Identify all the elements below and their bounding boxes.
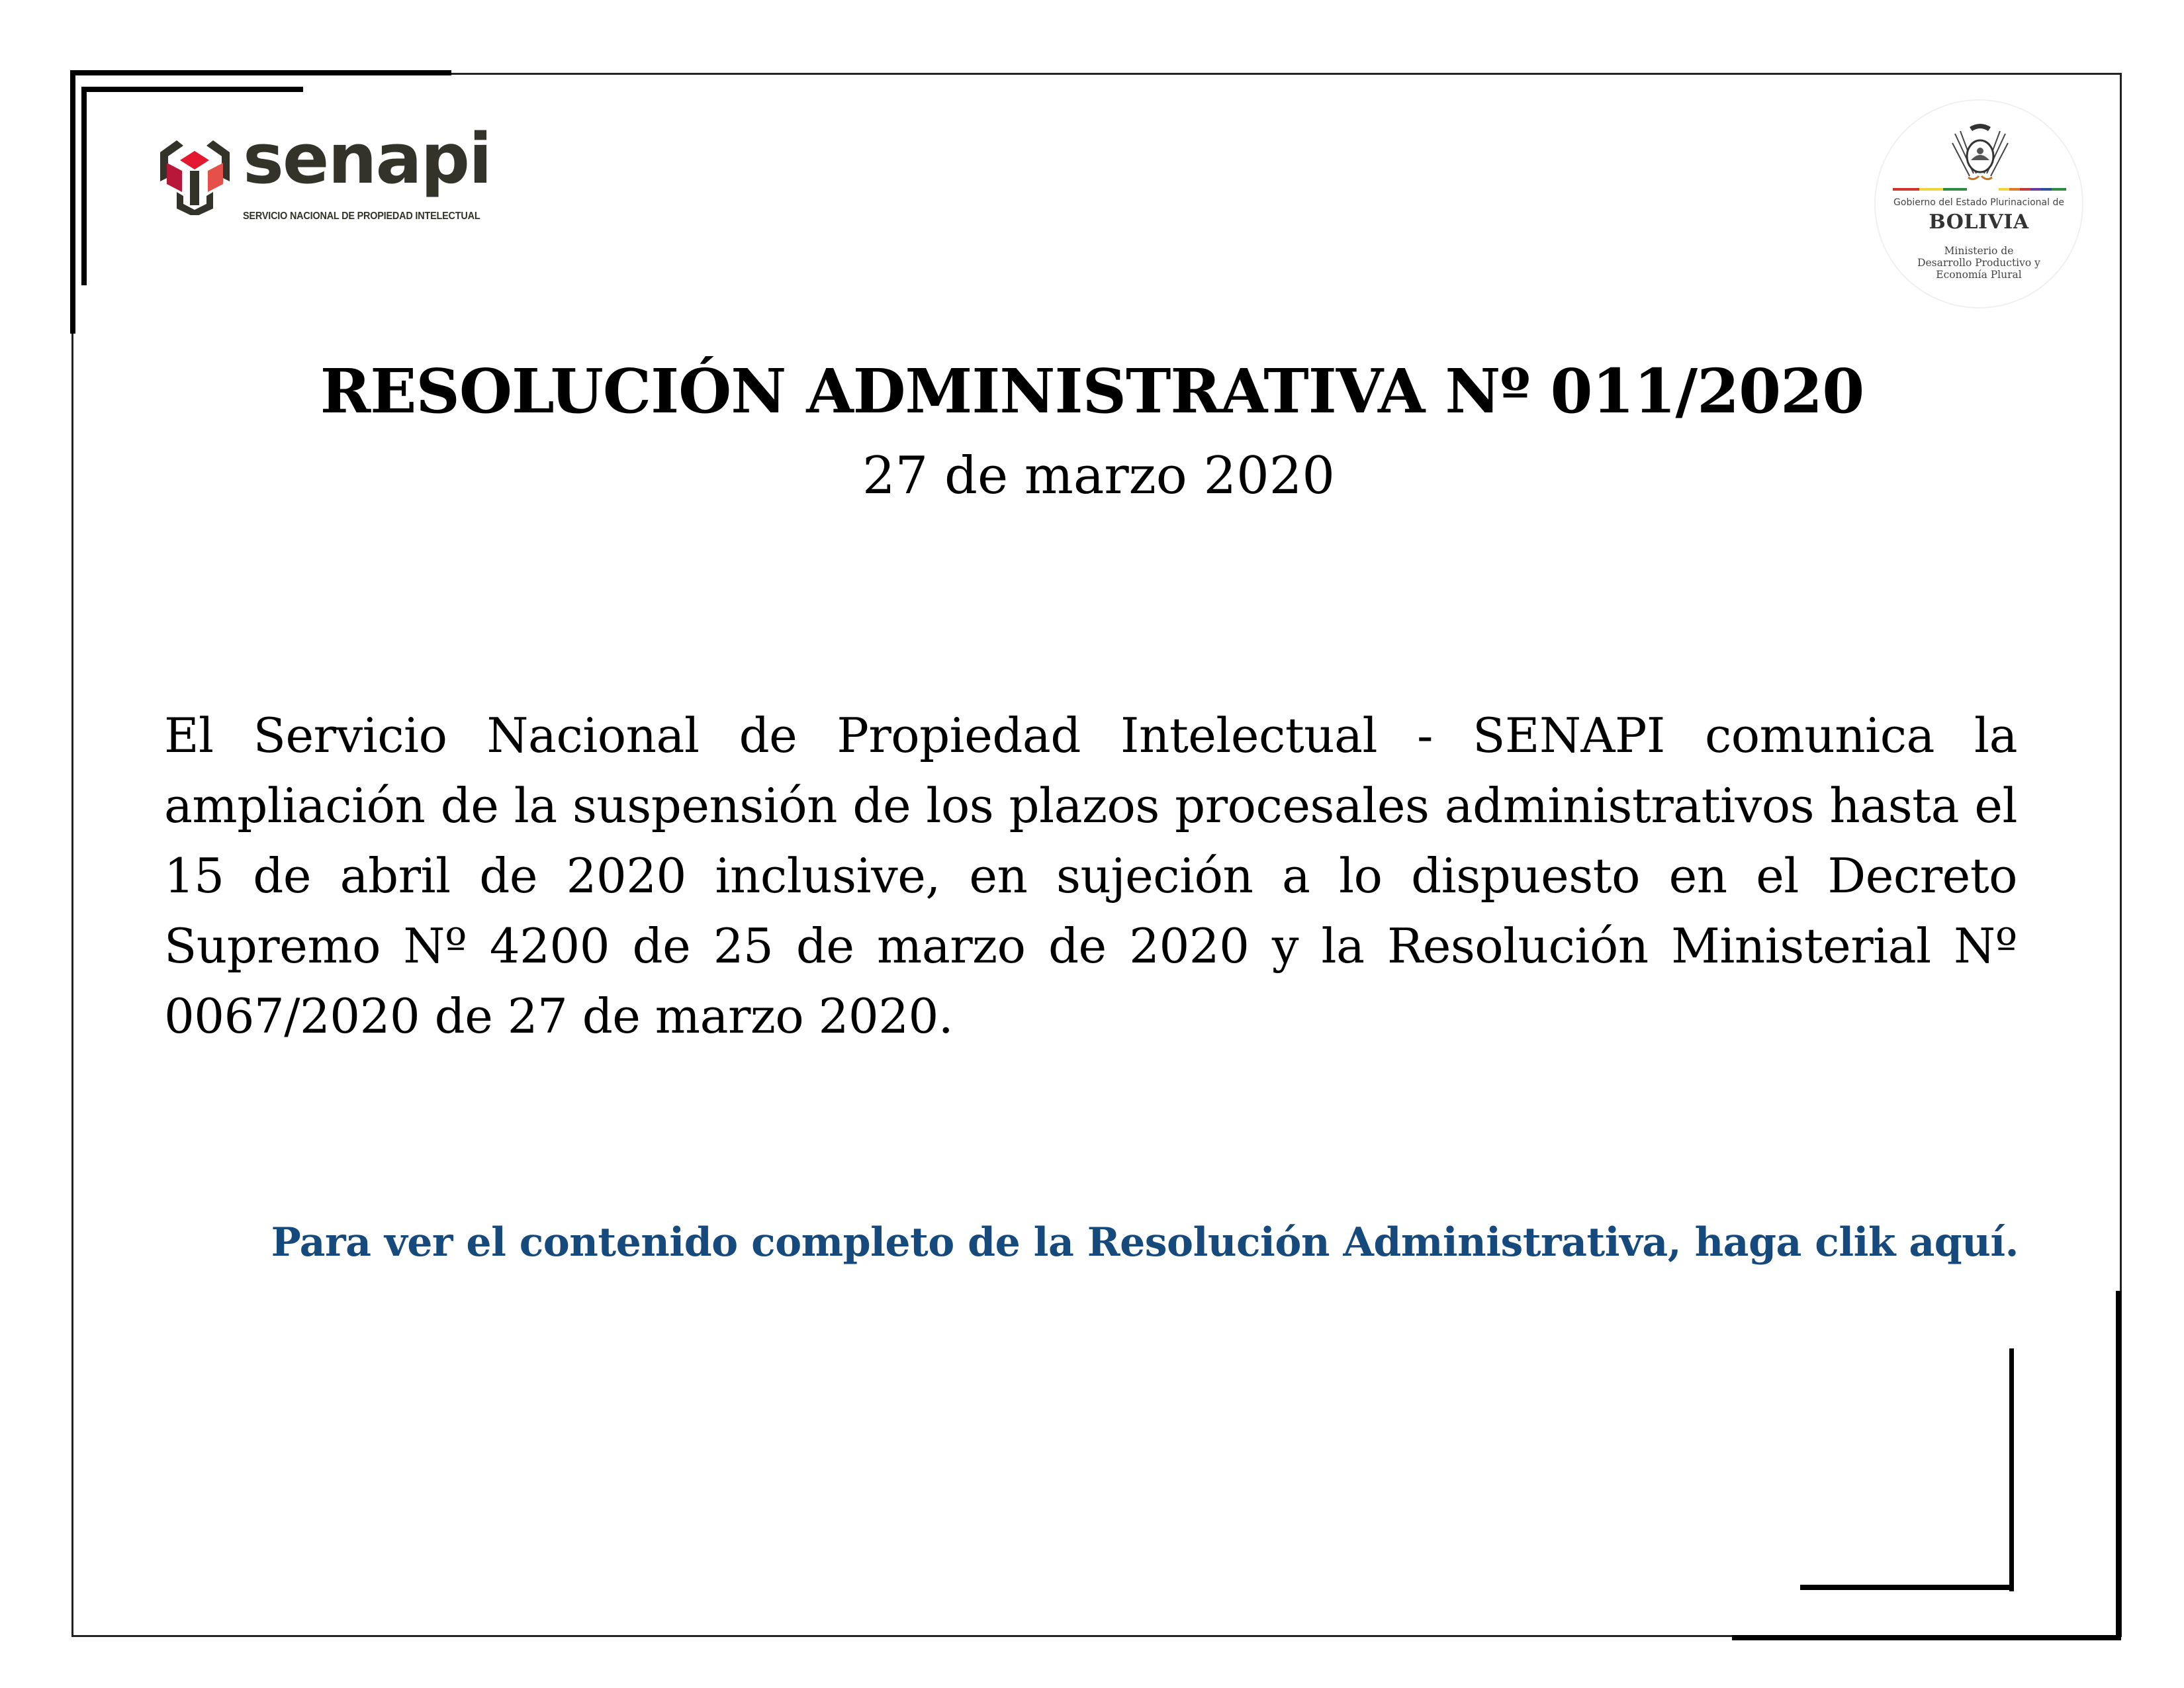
corner-bracket-bottom-right-outer-h xyxy=(1732,1635,2121,1640)
resolution-date: 27 de marzo 2020 xyxy=(862,446,1336,506)
senapi-subtitle: SERVICIO NACIONAL DE PROPIEDAD INTELECTUAL xyxy=(243,211,480,222)
gov-line-1: Gobierno del Estado Plurinacional de xyxy=(1893,197,2064,208)
full-resolution-link[interactable]: Para ver el contenido completo de la Resolución Administrativa, haga clik aquí. xyxy=(271,1219,2019,1266)
corner-bracket-bottom-right-inner-v xyxy=(2009,1348,2014,1591)
senapi-wordmark: senapi xyxy=(243,118,491,199)
corner-bracket-bottom-right-outer-v xyxy=(2116,1291,2121,1640)
ministry-line-2: Desarrollo Productivo y xyxy=(1917,257,2040,269)
senapi-cube-icon xyxy=(154,132,236,215)
resolution-body: El Servicio Nacional de Propiedad Intelectual - SENAPI comunica la ampliación de la suspensión de los plazos procesales administrativos hasta el 15 de abril de 2020 inclusive, en sujeción a lo dispuesto en el Decreto Supremo Nº 4200 de 25 de marzo de 2020 y la Resolución Ministerial Nº 0067/2020 de 27 de marzo 2020. xyxy=(164,708,2017,1044)
flag-stripe-icon xyxy=(1893,188,2066,191)
corner-bracket-bottom-right-inner-h xyxy=(1800,1585,2012,1590)
bolivia-ministry-logo xyxy=(1874,99,2083,308)
coat-of-arms-icon xyxy=(1950,120,2011,184)
corner-bracket-top-left-inner-h xyxy=(81,87,303,92)
resolution-title: RESOLUCIÓN ADMINISTRATIVA Nº 011/2020 xyxy=(320,355,1864,427)
senapi-logo xyxy=(154,118,491,225)
corner-bracket-top-left-outer-v xyxy=(70,70,75,334)
gov-line-bolivia: BOLIVIA xyxy=(1929,211,2029,234)
corner-bracket-top-left-outer-h xyxy=(70,70,451,75)
ministry-name xyxy=(1876,245,2082,281)
ministry-line-3: Economía Plural xyxy=(1936,269,2022,281)
ministry-line-1: Ministerio de xyxy=(1944,245,2014,257)
corner-bracket-top-left-inner-v xyxy=(81,87,87,285)
